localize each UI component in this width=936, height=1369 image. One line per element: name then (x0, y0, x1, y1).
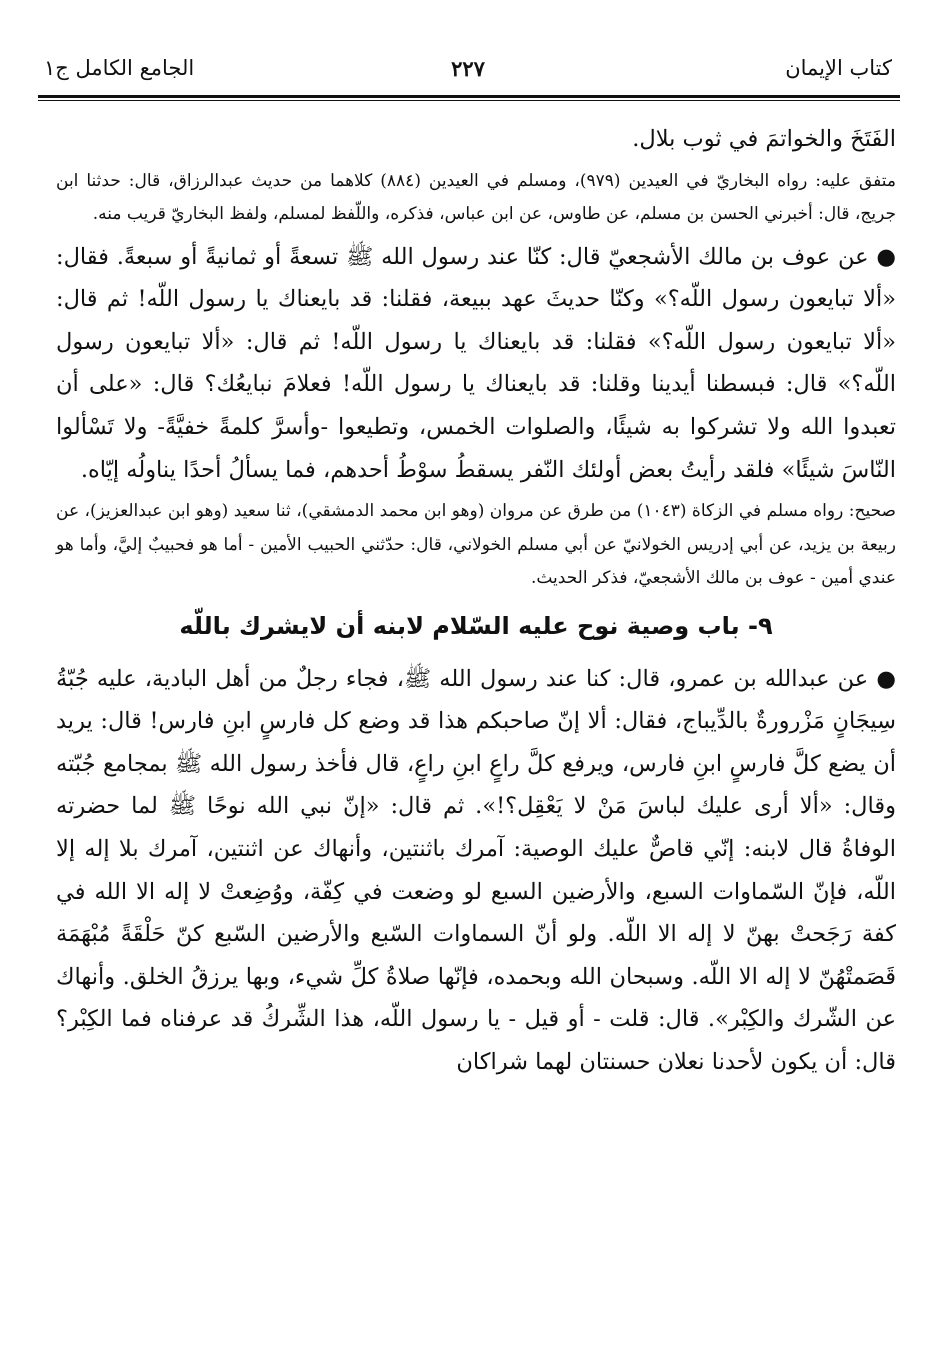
chapter-heading: ٩- باب وصية نوح عليه السّلام لابنه أن لايشرك باللّه (179, 611, 773, 640)
header-rule (38, 95, 900, 98)
hadith-auf-bin-malik: ● عن عوف بن مالك الأشجعيّ قال: كنّا عند رسول الله ﷺ تسعةً أو ثمانيةً أو سبعةً. فقال: «ألا تبايعون رسول اللّه؟» وكنّا حديثَ عهد ببيعة، فقلنا: قد بايعناك يا رسول اللّه! ثم قال: «ألا تبايعون رسول اللّه؟» فقلنا: قد بايعناك يا رسول اللّه! ثم قال: «ألا تبايعون رسول اللّه؟» قال: فبسطنا أيدينا وقلنا: قد بايعناك يا رسول اللّه! فعلامَ نبايعُك؟ قال: «على أن تعبدوا الله ولا تشركوا به شيئًا، والصلوات الخمس، وتطيعوا -وأسرَّ كلمةً خفيَّةً- ولا تَسْألوا النّاسَ شيئًا» فلقد رأيتُ بعض أولئك النّفر يسقطُ سوْطُ أحدهم، فما يسألُ أحدًا يناولُه إيّاه. (56, 243, 896, 483)
takhrij-note-1: متفق عليه: رواه البخاريّ في العيدين (٩٧٩)، ومسلم في العيدين (٨٨٤) كلاهما من حديث عبدالرزاق، قال: حدثنا ابن جريج، قال: أخبرني الحسن بن مسلم، عن طاوس، عن ابن عباس، فذكره، واللّفظ لمسلم، ولفظ البخاريّ قريب منه. (56, 170, 897, 225)
volume-title: الجامع الكامل ج١ (44, 56, 195, 80)
hadith-abdullah-bin-amr: ● عن عبدالله بن عمرو، قال: كنا عند رسول الله ﷺ، فجاء رجلٌ من أهل البادية، عليه جُبّةُ سِيجَانٍ مَزْرورةٌ بالدِّيباج، فقال: ألا إنّ صاحبكم هذا قد وضع كل فارسٍ ابنِ فارس! قال: يريد أن يضع كلَّ فارسٍ ابنِ فارس، ويرفع كلَّ راعٍ ابنِ راعٍ، قال فأخذ رسول الله ﷺ بمجامع جُبّته وقال: «ألا أرى عليك لباسَ مَنْ لا يَعْقِل؟!». ثم قال: «إنّ نبي الله نوحًا ﷺ لما حضرته الوفاةُ قال لابنه: إنّي قاصٌّ عليك الوصية: آمرك باثنتين، وأنهاك عن اثنتين، آمرك بلا إله إلا اللّه، فإنّ السّماوات السبع، والأرضين السبع لو وضعت في كِفّة، ووُضِعتْ لا إله الا الله في كفة رَجَحتْ بهنّ لا إله الا اللّه. ولو أنّ السماوات السّبع والأرضين السّبع كنّ حَلْقَةً مُبْهَمَة قَصَمتْهُنّ لا إله الا اللّه. وسبحان الله وبحمده، فإنّها صلاةُ كلِّ شيء، وبها يرزقُ الخلق. وأنهاك عن الشّرك والكِبْر». قال: قلت - أو قيل - يا رسول اللّه، هذا الشِّركُ قد عرفناه فما الكِبْر؟ قال: أن يكون لأحدنا نعلان حسنتان لهما شراكان (56, 665, 896, 1075)
page-body (56, 118, 896, 1084)
book-title: كتاب الإيمان (785, 56, 892, 80)
page-header (40, 52, 896, 92)
takhrij-note-2: صحيح: رواه مسلم في الزكاة (١٠٤٣) من طرق عن مروان (وهو ابن محمد الدمشقي)، ثنا سعيد (وهو ابن عبدالعزيز)، عن ربيعة بن يزيد، عن أبي إدريس الخولانيّ عن أبي مسلم الخولاني، قال: حدّثني الحبيب الأمين - أما هو فحبيبٌ إليَّ، وأما هو عندي أمين - عوف بن مالك الأشجعيّ، فذكر الحديث. (56, 501, 896, 589)
header-rule-thin (38, 100, 900, 101)
hadith-continuation: الفَتَخَ والخواتمَ في ثوب بلال. (632, 126, 896, 152)
page-number: ٢٢٧ (451, 56, 485, 81)
